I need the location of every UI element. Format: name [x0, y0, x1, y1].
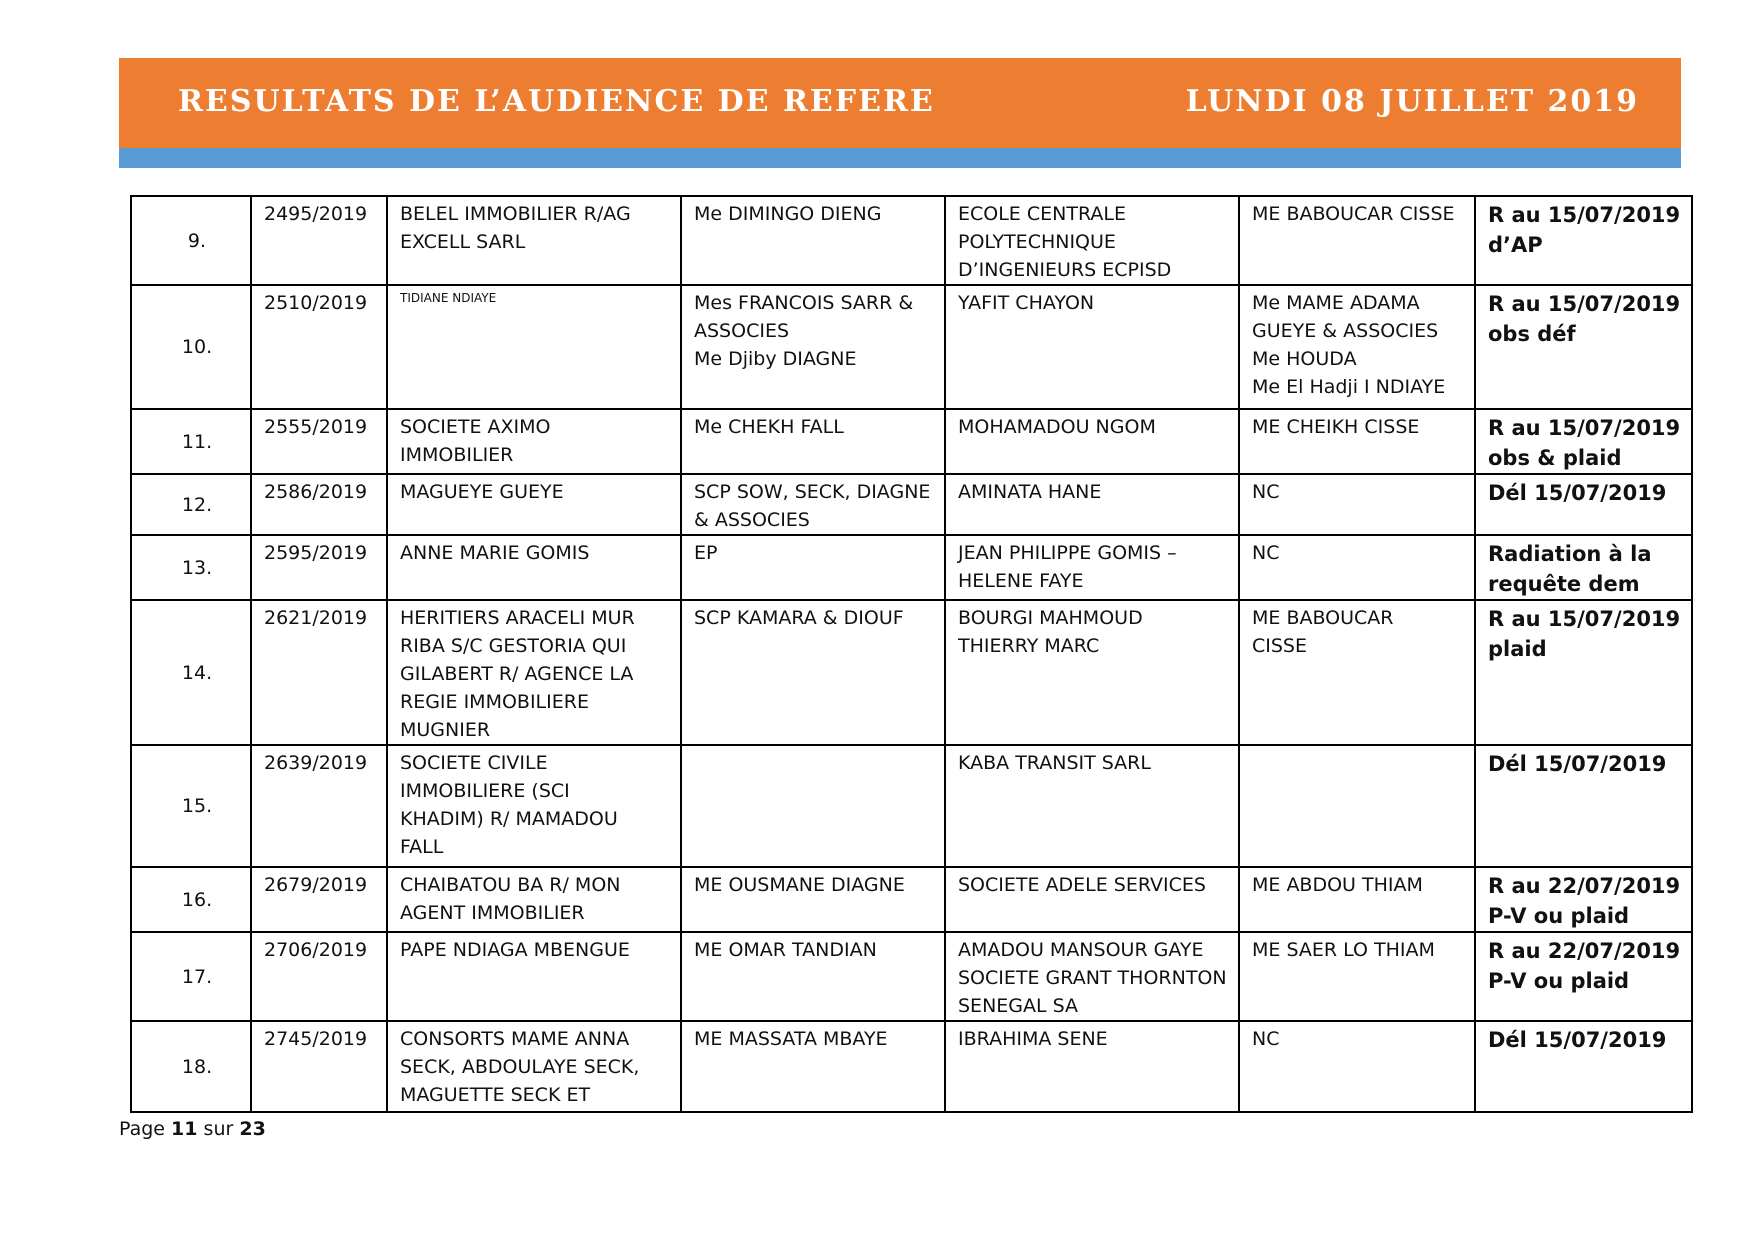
row-number: 9.: [131, 196, 251, 285]
status-cell: [1475, 1021, 1692, 1112]
opponent-counsel-cell-line: Me HOUDA: [1252, 348, 1357, 370]
opponent-counsel-cell-line: GUEYE & ASSOCIES: [1252, 320, 1439, 342]
opponent-cell-line: AMINATA HANE: [958, 481, 1102, 503]
opponent-cell-line: SOCIETE GRANT THORNTON: [958, 967, 1227, 989]
opponent-counsel-cell-line: NC: [1252, 1028, 1280, 1050]
counsel-cell: [681, 409, 945, 474]
opponent-cell: [945, 1021, 1239, 1112]
opponent-counsel-cell: [1239, 932, 1475, 1021]
opponent-cell-line: THIERRY MARC: [958, 635, 1100, 657]
counsel-cell-line: EP: [694, 542, 718, 564]
status-cell-line: Dél 15/07/2019: [1488, 481, 1667, 505]
page-title: RESULTATS DE L’AUDIENCE DE REFERE: [178, 84, 935, 119]
table-row: [131, 867, 1692, 932]
status-cell: [1475, 409, 1692, 474]
parties-cell-line: SOCIETE CIVILE: [400, 752, 548, 774]
row-number: 17.: [131, 932, 251, 1021]
opponent-counsel-cell: [1239, 745, 1475, 867]
opponent-counsel-cell: [1239, 1021, 1475, 1112]
parties-cell-line: KHADIM) R/ MAMADOU: [400, 808, 618, 830]
row-number: 15.: [131, 745, 251, 867]
opponent-cell-line: MOHAMADOU NGOM: [958, 416, 1156, 438]
header-stripe: [119, 148, 1681, 168]
counsel-cell-line: ASSOCIES: [694, 320, 790, 342]
parties-cell-line: SOCIETE AXIMO: [400, 416, 551, 438]
parties-cell-line: REGIE IMMOBILIERE: [400, 691, 589, 713]
opponent-cell-line: D’INGENIEURS ECPISD: [958, 259, 1172, 281]
counsel-cell-line: Me Djiby DIAGNE: [694, 348, 857, 370]
row-number: 18.: [131, 1021, 251, 1112]
case-number: 2639/2019: [251, 745, 387, 867]
status-cell-line: R au 15/07/2019: [1488, 203, 1681, 227]
status-cell: [1475, 932, 1692, 1021]
opponent-counsel-cell: [1239, 474, 1475, 535]
opponent-counsel-cell: [1239, 285, 1475, 409]
table-row: [131, 1021, 1692, 1112]
parties-cell: [387, 535, 681, 600]
parties-cell: [387, 745, 681, 867]
counsel-cell: [681, 867, 945, 932]
counsel-cell: [681, 1021, 945, 1112]
opponent-cell: [945, 745, 1239, 867]
status-cell: [1475, 535, 1692, 600]
opponent-counsel-cell-line: Me MAME ADAMA: [1252, 292, 1420, 314]
parties-cell: [387, 1021, 681, 1112]
status-cell: [1475, 745, 1692, 867]
status-cell-line: requête dem: [1488, 572, 1640, 596]
status-cell: [1475, 285, 1692, 409]
row-number: 10.: [131, 285, 251, 409]
table-row: [131, 196, 1692, 285]
counsel-cell-line: Mes FRANCOIS SARR &: [694, 292, 914, 314]
status-cell-line: Dél 15/07/2019: [1488, 1028, 1667, 1052]
parties-cell-line: ANNE MARIE GOMIS: [400, 542, 590, 564]
counsel-cell: [681, 535, 945, 600]
opponent-counsel-cell-line: ME SAER LO THIAM: [1252, 939, 1435, 961]
parties-cell-line: BELEL IMMOBILIER R/AG: [400, 203, 631, 225]
table-row: [131, 285, 1692, 409]
status-cell: [1475, 474, 1692, 535]
opponent-cell-line: IBRAHIMA SENE: [958, 1028, 1108, 1050]
status-cell: [1475, 600, 1692, 745]
status-cell-line: P-V ou plaid: [1488, 969, 1630, 993]
parties-cell-line: MAGUETTE SECK ET: [400, 1084, 591, 1106]
opponent-cell: [945, 285, 1239, 409]
opponent-counsel-cell-line: NC: [1252, 481, 1280, 503]
opponent-counsel-cell: [1239, 600, 1475, 745]
parties-cell: [387, 474, 681, 535]
case-number: 2621/2019: [251, 600, 387, 745]
status-cell-line: plaid: [1488, 637, 1547, 661]
status-cell: [1475, 867, 1692, 932]
status-cell-line: R au 22/07/2019: [1488, 874, 1681, 898]
parties-cell-line: IMMOBILIERE (SCI: [400, 780, 570, 802]
opponent-cell-line: KABA TRANSIT SARL: [958, 752, 1151, 774]
row-number: 12.: [131, 474, 251, 535]
counsel-cell: [681, 474, 945, 535]
table-row: [131, 474, 1692, 535]
page-footer: [119, 1118, 266, 1140]
opponent-counsel-cell-line: NC: [1252, 542, 1280, 564]
parties-cell-line: FALL: [400, 836, 444, 858]
counsel-cell-line: SCP SOW, SECK, DIAGNE: [694, 481, 931, 503]
parties-cell: [387, 600, 681, 745]
counsel-cell: [681, 600, 945, 745]
results-table: [130, 195, 1693, 1113]
case-number: 2595/2019: [251, 535, 387, 600]
table-row: [131, 600, 1692, 745]
opponent-cell-line: YAFIT CHAYON: [958, 292, 1095, 314]
table-row: [131, 932, 1692, 1021]
case-number: 2586/2019: [251, 474, 387, 535]
parties-cell: [387, 196, 681, 285]
footer-current-page: 11: [171, 1118, 198, 1140]
footer-prefix: Page: [119, 1118, 165, 1140]
case-number: 2745/2019: [251, 1021, 387, 1112]
results-body: [131, 196, 1692, 1112]
counsel-cell: [681, 745, 945, 867]
status-cell-line: R au 15/07/2019: [1488, 292, 1681, 316]
status-cell-line: R au 15/07/2019: [1488, 607, 1681, 631]
parties-cell-line: EXCELL SARL: [400, 231, 526, 253]
parties-cell-line: TIDIANE NDIAYE: [400, 291, 497, 305]
opponent-cell: [945, 409, 1239, 474]
opponent-cell-line: JEAN PHILIPPE GOMIS –: [958, 542, 1177, 564]
counsel-cell: [681, 285, 945, 409]
row-number: 16.: [131, 867, 251, 932]
parties-cell-line: GILABERT R/ AGENCE LA: [400, 663, 634, 685]
opponent-cell: [945, 196, 1239, 285]
hearing-date: LUNDI 08 JUILLET 2019: [1185, 84, 1639, 119]
opponent-cell-line: SENEGAL SA: [958, 995, 1079, 1017]
counsel-cell-line: ME OMAR TANDIAN: [694, 939, 877, 961]
opponent-cell-line: BOURGI MAHMOUD: [958, 607, 1143, 629]
parties-cell-line: PAPE NDIAGA MBENGUE: [400, 939, 630, 961]
footer-total-pages: 23: [239, 1118, 266, 1140]
counsel-cell: [681, 196, 945, 285]
counsel-cell-line: & ASSOCIES: [694, 509, 810, 531]
parties-cell: [387, 409, 681, 474]
table-row: [131, 409, 1692, 474]
counsel-cell-line: ME OUSMANE DIAGNE: [694, 874, 905, 896]
status-cell-line: R au 22/07/2019: [1488, 939, 1681, 963]
parties-cell: [387, 285, 681, 409]
opponent-cell: [945, 535, 1239, 600]
table-row: [131, 535, 1692, 600]
parties-cell-line: MUGNIER: [400, 719, 491, 741]
counsel-cell-line: Me DIMINGO DIENG: [694, 203, 882, 225]
parties-cell-line: RIBA S/C GESTORIA QUI: [400, 635, 627, 657]
opponent-counsel-cell-line: ME BABOUCAR: [1252, 607, 1394, 629]
case-number: 2555/2019: [251, 409, 387, 474]
opponent-counsel-cell-line: Me El Hadji I NDIAYE: [1252, 376, 1446, 398]
counsel-cell-line: ME MASSATA MBAYE: [694, 1028, 888, 1050]
counsel-cell-line: SCP KAMARA & DIOUF: [694, 607, 904, 629]
status-cell-line: d’AP: [1488, 233, 1543, 257]
opponent-cell: [945, 474, 1239, 535]
opponent-cell-line: HELENE FAYE: [958, 570, 1084, 592]
opponent-cell: [945, 867, 1239, 932]
opponent-counsel-cell: [1239, 535, 1475, 600]
opponent-counsel-cell: [1239, 196, 1475, 285]
parties-cell: [387, 932, 681, 1021]
row-number: 13.: [131, 535, 251, 600]
parties-cell-line: CONSORTS MAME ANNA: [400, 1028, 630, 1050]
parties-cell-line: MAGUEYE GUEYE: [400, 481, 564, 503]
parties-cell-line: CHAIBATOU BA R/ MON: [400, 874, 621, 896]
status-cell-line: obs & plaid: [1488, 446, 1622, 470]
footer-separator: sur: [203, 1118, 234, 1140]
parties-cell-line: SECK, ABDOULAYE SECK,: [400, 1056, 640, 1078]
opponent-counsel-cell: [1239, 867, 1475, 932]
case-number: 2679/2019: [251, 867, 387, 932]
parties-cell-line: AGENT IMMOBILIER: [400, 902, 585, 924]
opponent-cell-line: SOCIETE ADELE SERVICES: [958, 874, 1206, 896]
status-cell-line: Radiation à la: [1488, 542, 1652, 566]
counsel-cell: [681, 932, 945, 1021]
status-cell: [1475, 196, 1692, 285]
opponent-counsel-cell: [1239, 409, 1475, 474]
case-number: 2495/2019: [251, 196, 387, 285]
case-number: 2510/2019: [251, 285, 387, 409]
parties-cell-line: HERITIERS ARACELI MUR: [400, 607, 635, 629]
row-number: 14.: [131, 600, 251, 745]
status-cell-line: Dél 15/07/2019: [1488, 752, 1667, 776]
opponent-cell: [945, 932, 1239, 1021]
status-cell-line: obs déf: [1488, 322, 1576, 346]
status-cell-line: R au 15/07/2019: [1488, 416, 1681, 440]
opponent-counsel-cell-line: ME BABOUCAR CISSE: [1252, 203, 1455, 225]
opponent-cell-line: POLYTECHNIQUE: [958, 231, 1116, 253]
parties-cell: [387, 867, 681, 932]
opponent-cell-line: AMADOU MANSOUR GAYE: [958, 939, 1204, 961]
case-number: 2706/2019: [251, 932, 387, 1021]
parties-cell-line: IMMOBILIER: [400, 444, 514, 466]
row-number: 11.: [131, 409, 251, 474]
opponent-counsel-cell-line: ME ABDOU THIAM: [1252, 874, 1423, 896]
opponent-cell-line: ECOLE CENTRALE: [958, 203, 1126, 225]
counsel-cell-line: Me CHEKH FALL: [694, 416, 844, 438]
opponent-cell: [945, 600, 1239, 745]
opponent-counsel-cell-line: CISSE: [1252, 635, 1307, 657]
table-row: [131, 745, 1692, 867]
opponent-counsel-cell-line: ME CHEIKH CISSE: [1252, 416, 1420, 438]
status-cell-line: P-V ou plaid: [1488, 904, 1630, 928]
